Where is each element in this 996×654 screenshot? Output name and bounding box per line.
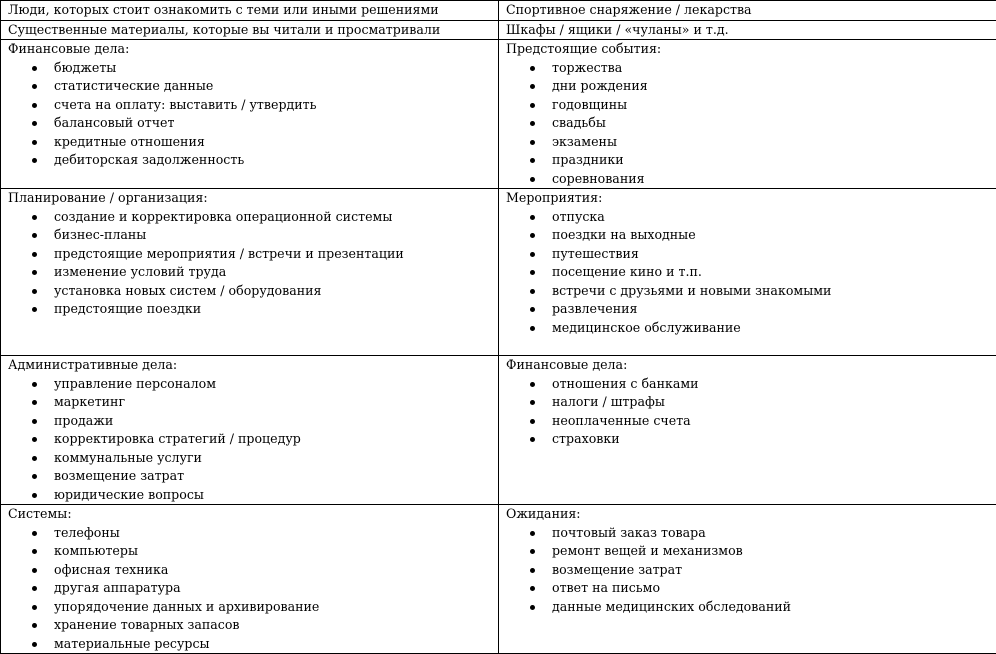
bullet-icon <box>32 586 37 591</box>
table-cell <box>499 20 996 40</box>
list-item <box>506 59 996 78</box>
section-title: Финансовые дела: <box>8 40 498 59</box>
list-item <box>8 59 498 78</box>
list-item-text: бизнес-планы <box>54 227 146 242</box>
bullet-icon <box>530 84 535 89</box>
list-item-text: страховки <box>552 431 620 446</box>
table-cell <box>1 20 499 40</box>
list-item <box>8 96 498 115</box>
list-item <box>506 96 996 115</box>
bullet-list <box>8 524 498 654</box>
list-item-text: хранение товарных запасов <box>54 617 240 632</box>
table-cell <box>1 1 499 21</box>
bullet-icon <box>32 84 37 89</box>
section-cell <box>1 189 499 356</box>
bullet-list <box>506 375 996 449</box>
list-item <box>8 616 498 635</box>
bullet-icon <box>32 158 37 163</box>
list-item-text: кредитные отношения <box>54 134 205 149</box>
list-item-text: коммунальные услуги <box>54 450 202 465</box>
list-item <box>8 133 498 152</box>
bullet-icon <box>32 474 37 479</box>
bullet-icon <box>530 531 535 536</box>
bullet-list <box>506 208 996 338</box>
list-item <box>506 226 996 245</box>
bullet-icon <box>530 215 535 220</box>
bullet-icon <box>530 549 535 554</box>
list-item <box>8 486 498 505</box>
list-item-text: возмещение затрат <box>552 562 682 577</box>
bullet-icon <box>530 400 535 405</box>
bullet-icon <box>530 252 535 257</box>
list-item-text: балансовый отчет <box>54 115 174 130</box>
list-item-text: корректировка стратегий / процедур <box>54 431 301 446</box>
list-item-text: медицинское обслуживание <box>552 320 741 335</box>
list-item <box>506 245 996 264</box>
list-item-text: управление персоналом <box>54 376 216 391</box>
list-item-text: материальные ресурсы <box>54 636 210 651</box>
list-item <box>8 300 498 319</box>
bullet-icon <box>530 289 535 294</box>
bullet-icon <box>530 586 535 591</box>
cell-text: Люди, которых стоит ознакомить с теми или иными решениями <box>8 1 498 20</box>
bullet-icon <box>530 568 535 573</box>
list-item <box>506 151 996 170</box>
list-item-text: офисная техника <box>54 562 168 577</box>
bullet-icon <box>530 326 535 331</box>
bullet-icon <box>32 642 37 647</box>
list-item <box>8 151 498 170</box>
list-item-text: поездки на выходные <box>552 227 696 242</box>
list-item <box>506 263 996 282</box>
list-item-text: создание и корректировка операционной системы <box>54 209 392 224</box>
list-item <box>506 170 996 189</box>
list-item <box>506 542 996 561</box>
list-item <box>506 208 996 227</box>
list-item-text: счета на оплату: выставить / утвердить <box>54 97 316 112</box>
list-item <box>8 412 498 431</box>
list-item-text: продажи <box>54 413 113 428</box>
list-item <box>506 412 996 431</box>
list-item-text: праздники <box>552 152 624 167</box>
section-cell <box>499 189 996 356</box>
list-item <box>8 393 498 412</box>
list-item <box>506 114 996 133</box>
bullet-list <box>506 524 996 617</box>
section-cell <box>499 505 996 654</box>
list-item <box>506 524 996 543</box>
section-title: Планирование / организация: <box>8 189 498 208</box>
bullet-icon <box>32 623 37 628</box>
table-row <box>1 1 996 21</box>
section-cell <box>1 356 499 505</box>
cell-text: Существенные материалы, которые вы читали и просматривали <box>8 21 498 40</box>
bullet-icon <box>530 437 535 442</box>
bullet-icon <box>530 419 535 424</box>
bullet-icon <box>32 215 37 220</box>
section-cell <box>499 356 996 505</box>
bullet-icon <box>32 103 37 108</box>
section-title: Предстоящие события: <box>506 40 996 59</box>
list-item <box>8 77 498 96</box>
bullet-list <box>8 375 498 505</box>
bullet-icon <box>32 531 37 536</box>
list-item <box>506 393 996 412</box>
list-item <box>8 524 498 543</box>
list-item <box>8 282 498 301</box>
bullet-icon <box>32 605 37 610</box>
list-item <box>8 467 498 486</box>
list-item-text: посещение кино и т.п. <box>552 264 702 279</box>
list-item-text: неоплаченные счета <box>552 413 691 428</box>
list-item-text: данные медицинских обследований <box>552 599 791 614</box>
bullet-icon <box>32 419 37 424</box>
list-item-text: маркетинг <box>54 394 125 409</box>
list-item <box>8 598 498 617</box>
bullet-icon <box>530 307 535 312</box>
bullet-icon <box>32 233 37 238</box>
bullet-icon <box>530 177 535 182</box>
section-cell <box>1 505 499 654</box>
list-item-text: установка новых систем / оборудования <box>54 283 321 298</box>
cell-text: Шкафы / ящики / «чуланы» и т.д. <box>506 21 996 40</box>
section-cell <box>499 40 996 189</box>
list-item-text: другая аппаратура <box>54 580 181 595</box>
bullet-icon <box>32 66 37 71</box>
section-cell <box>1 40 499 189</box>
list-item <box>8 245 498 264</box>
list-item-text: возмещение затрат <box>54 468 184 483</box>
list-item-text: экзамены <box>552 134 617 149</box>
list-item <box>506 561 996 580</box>
list-item-text: путешествия <box>552 246 639 261</box>
bullet-list <box>8 59 498 170</box>
bullet-icon <box>32 549 37 554</box>
list-item-text: соревнования <box>552 171 645 186</box>
bullet-icon <box>530 158 535 163</box>
list-item <box>506 300 996 319</box>
list-item-text: предстоящие мероприятия / встречи и презентации <box>54 246 404 261</box>
bullet-icon <box>32 437 37 442</box>
table-cell <box>499 1 996 21</box>
bullet-icon <box>32 382 37 387</box>
list-item <box>506 375 996 394</box>
bullet-icon <box>32 252 37 257</box>
section-title: Финансовые дела: <box>506 356 996 375</box>
list-item <box>8 561 498 580</box>
bullet-icon <box>530 270 535 275</box>
list-item-text: отношения с банками <box>552 376 699 391</box>
section-title: Системы: <box>8 505 498 524</box>
list-item <box>8 226 498 245</box>
list-item-text: свадьбы <box>552 115 606 130</box>
list-item <box>506 133 996 152</box>
table-row <box>1 20 996 40</box>
list-item <box>506 598 996 617</box>
bullet-icon <box>530 103 535 108</box>
list-item <box>8 263 498 282</box>
bullet-icon <box>530 121 535 126</box>
section-title: Мероприятия: <box>506 189 996 208</box>
bullet-list <box>8 208 498 319</box>
section-title: Ожидания: <box>506 505 996 524</box>
bullet-icon <box>530 233 535 238</box>
bullet-icon <box>32 307 37 312</box>
bullet-list <box>506 59 996 189</box>
cell-text: Спортивное снаряжение / лекарства <box>506 1 996 20</box>
list-item <box>506 579 996 598</box>
list-item-text: телефоны <box>54 525 120 540</box>
list-item <box>8 430 498 449</box>
bullet-icon <box>530 605 535 610</box>
list-item-text: дни рождения <box>552 78 648 93</box>
list-item <box>8 375 498 394</box>
list-item-text: торжества <box>552 60 622 75</box>
list-item <box>8 114 498 133</box>
bullet-icon <box>32 568 37 573</box>
bullet-icon <box>32 121 37 126</box>
bullet-icon <box>530 66 535 71</box>
list-item-text: компьютеры <box>54 543 138 558</box>
table-row <box>1 40 996 189</box>
list-item-text: юридические вопросы <box>54 487 204 502</box>
list-item-text: развлечения <box>552 301 638 316</box>
list-item-text: отпуска <box>552 209 605 224</box>
bullet-icon <box>530 140 535 145</box>
list-item-text: ремонт вещей и механизмов <box>552 543 743 558</box>
list-item <box>8 635 498 654</box>
bullet-icon <box>32 289 37 294</box>
list-item-text: ответ на письмо <box>552 580 660 595</box>
list-item-text: дебиторская задолженность <box>54 152 244 167</box>
list-item-text: встречи с друзьями и новыми знакомыми <box>552 283 831 298</box>
list-item <box>8 208 498 227</box>
list-item-text: бюджеты <box>54 60 116 75</box>
list-item <box>8 542 498 561</box>
table-row <box>1 505 996 654</box>
bullet-icon <box>32 140 37 145</box>
list-item-text: налоги / штрафы <box>552 394 665 409</box>
bullet-icon <box>32 270 37 275</box>
bullet-icon <box>530 382 535 387</box>
bullet-icon <box>32 456 37 461</box>
list-item-text: почтовый заказ товара <box>552 525 706 540</box>
list-item <box>506 430 996 449</box>
section-title: Административные дела: <box>8 356 498 375</box>
bullet-icon <box>32 493 37 498</box>
list-item <box>506 282 996 301</box>
bullet-icon <box>32 400 37 405</box>
list-item <box>8 449 498 468</box>
list-item <box>506 77 996 96</box>
list-item-text: изменение условий труда <box>54 264 226 279</box>
table-row <box>1 356 996 505</box>
list-item <box>8 579 498 598</box>
list-item-text: предстоящие поездки <box>54 301 201 316</box>
list-item-text: упорядочение данных и архивирование <box>54 599 319 614</box>
list-item <box>506 319 996 338</box>
list-item-text: статистические данные <box>54 78 213 93</box>
list-item-text: годовщины <box>552 97 627 112</box>
table-row <box>1 189 996 356</box>
